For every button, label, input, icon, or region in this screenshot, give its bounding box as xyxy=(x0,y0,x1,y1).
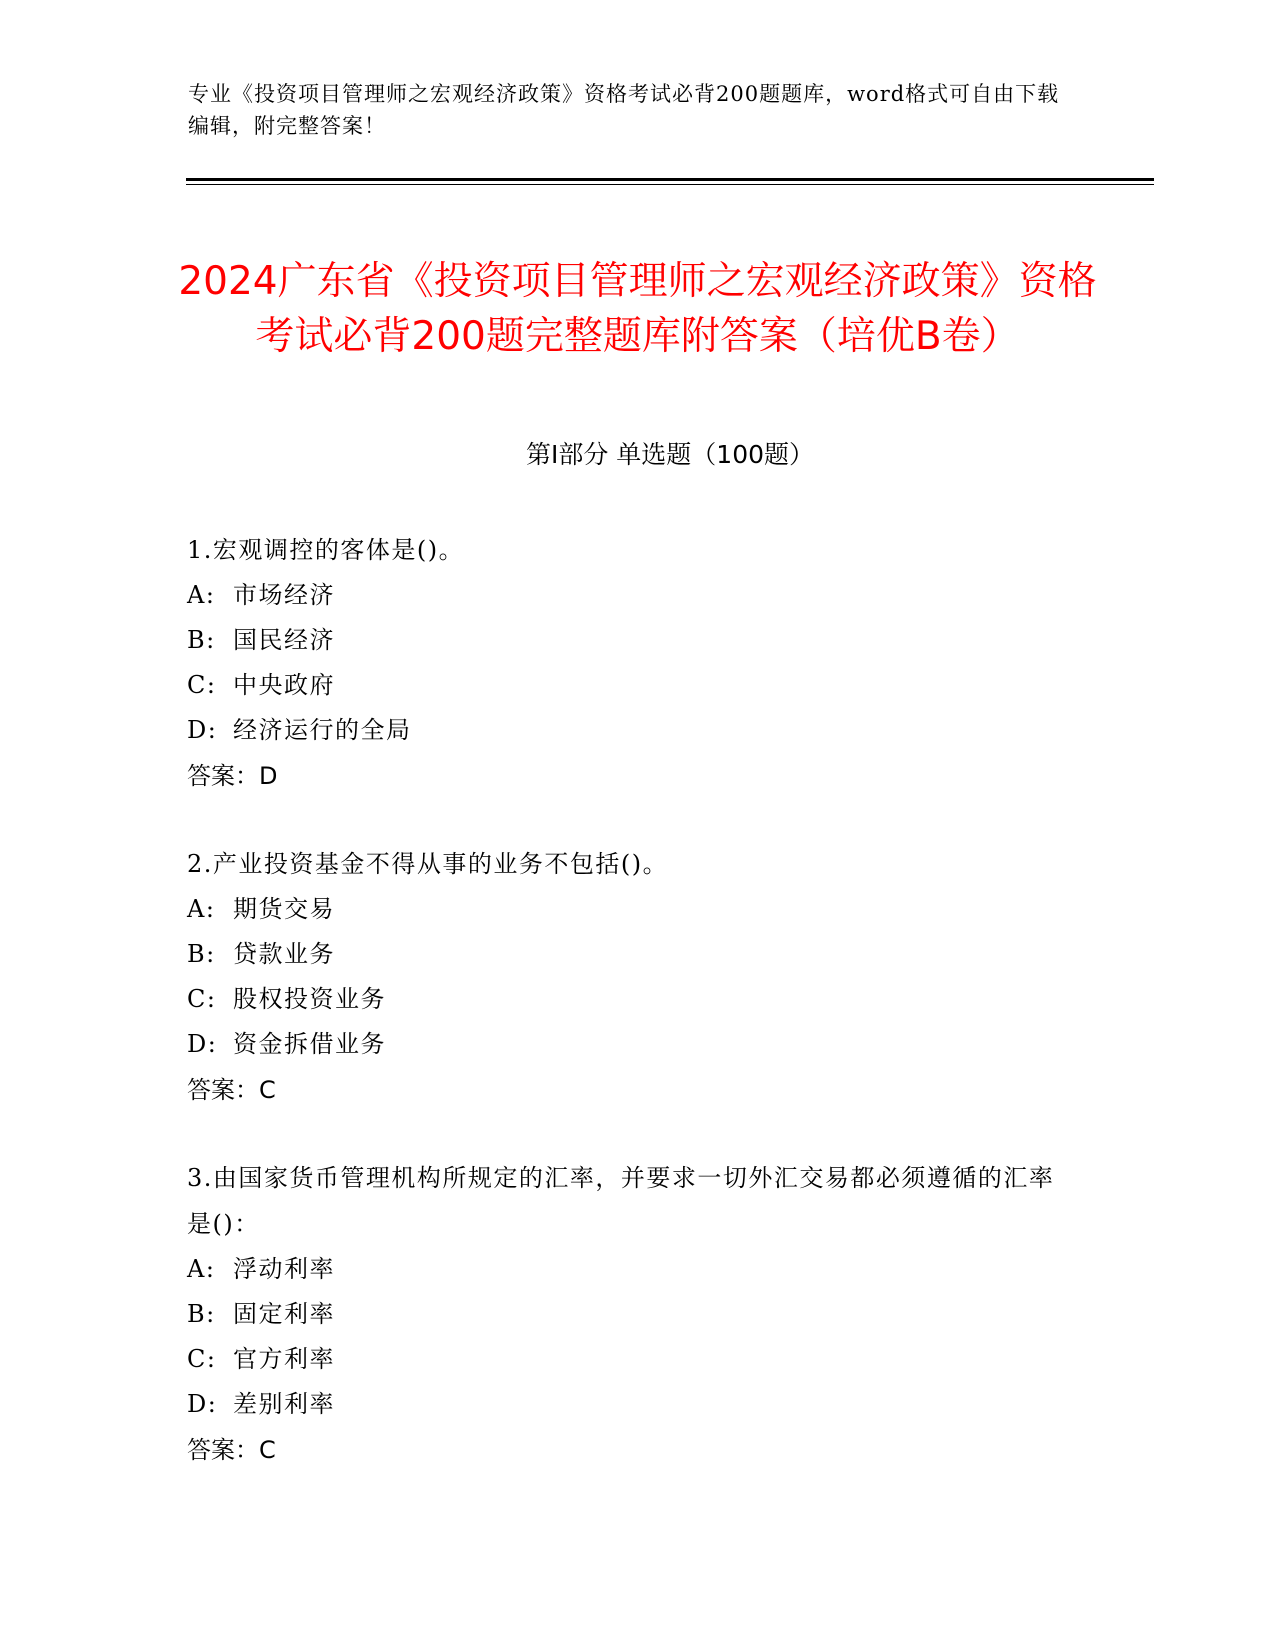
option-key: C: xyxy=(187,985,217,1013)
header-divider-thick xyxy=(186,178,1154,181)
option-a xyxy=(187,573,1067,618)
option-text: 中央政府 xyxy=(233,671,335,699)
option-key: B: xyxy=(187,1300,216,1328)
option-text: 市场经济 xyxy=(233,581,335,609)
question-stem: 3.由国家货币管理机构所规定的汇率，并要求一切外汇交易都必须遵循的汇率是()： xyxy=(187,1164,1055,1238)
option-text: 固定利率 xyxy=(233,1300,335,1328)
option-text: 浮动利率 xyxy=(233,1255,335,1283)
option-c xyxy=(187,977,1067,1022)
option-text: 国民经济 xyxy=(233,626,335,654)
option-text: 差别利率 xyxy=(233,1390,335,1418)
option-key: A: xyxy=(187,895,216,923)
answer-line: 答案：C xyxy=(187,1076,276,1104)
question-1 xyxy=(187,527,1067,799)
section-heading: 第I部分 单选题（100题） xyxy=(525,440,815,469)
option-d xyxy=(187,1382,1067,1427)
header-note: 专业《投资项目管理师之宏观经济政策》资格考试必背200题题库，word格式可自由下载编辑，附完整答案！ xyxy=(188,82,1060,138)
option-d xyxy=(187,1022,1067,1067)
option-a xyxy=(187,1247,1067,1292)
option-text: 股权投资业务 xyxy=(233,985,386,1013)
option-text: 期货交易 xyxy=(233,895,335,923)
option-key: C: xyxy=(187,1345,217,1373)
option-key: B: xyxy=(187,940,216,968)
question-stem: 2.产业投资基金不得从事的业务不包括()。 xyxy=(187,850,669,878)
option-b xyxy=(187,932,1067,977)
question-3 xyxy=(187,1155,1067,1473)
option-key: D: xyxy=(187,1030,218,1058)
answer-line: 答案：D xyxy=(187,762,278,790)
document-title: 2024广东省《投资项目管理师之宏观经济政策》资格考试必背200题完整题库附答案（培优B卷） xyxy=(178,259,1097,360)
header-divider-thin xyxy=(186,184,1154,185)
option-c xyxy=(187,1337,1067,1382)
option-a xyxy=(187,887,1067,932)
option-d xyxy=(187,708,1067,753)
option-key: B: xyxy=(187,626,216,654)
option-key: C: xyxy=(187,671,217,699)
answer-line: 答案：C xyxy=(187,1436,276,1464)
question-list xyxy=(187,527,1067,1515)
option-c xyxy=(187,663,1067,708)
option-text: 官方利率 xyxy=(233,1345,335,1373)
option-text: 资金拆借业务 xyxy=(233,1030,386,1058)
option-b xyxy=(187,1292,1067,1337)
option-b xyxy=(187,618,1067,663)
option-text: 贷款业务 xyxy=(233,940,335,968)
question-stem: 1.宏观调控的客体是()。 xyxy=(187,536,465,564)
option-key: A: xyxy=(187,1255,216,1283)
option-text: 经济运行的全局 xyxy=(233,716,412,744)
option-key: D: xyxy=(187,1390,218,1418)
option-key: D: xyxy=(187,716,218,744)
question-2 xyxy=(187,841,1067,1113)
option-key: A: xyxy=(187,581,216,609)
